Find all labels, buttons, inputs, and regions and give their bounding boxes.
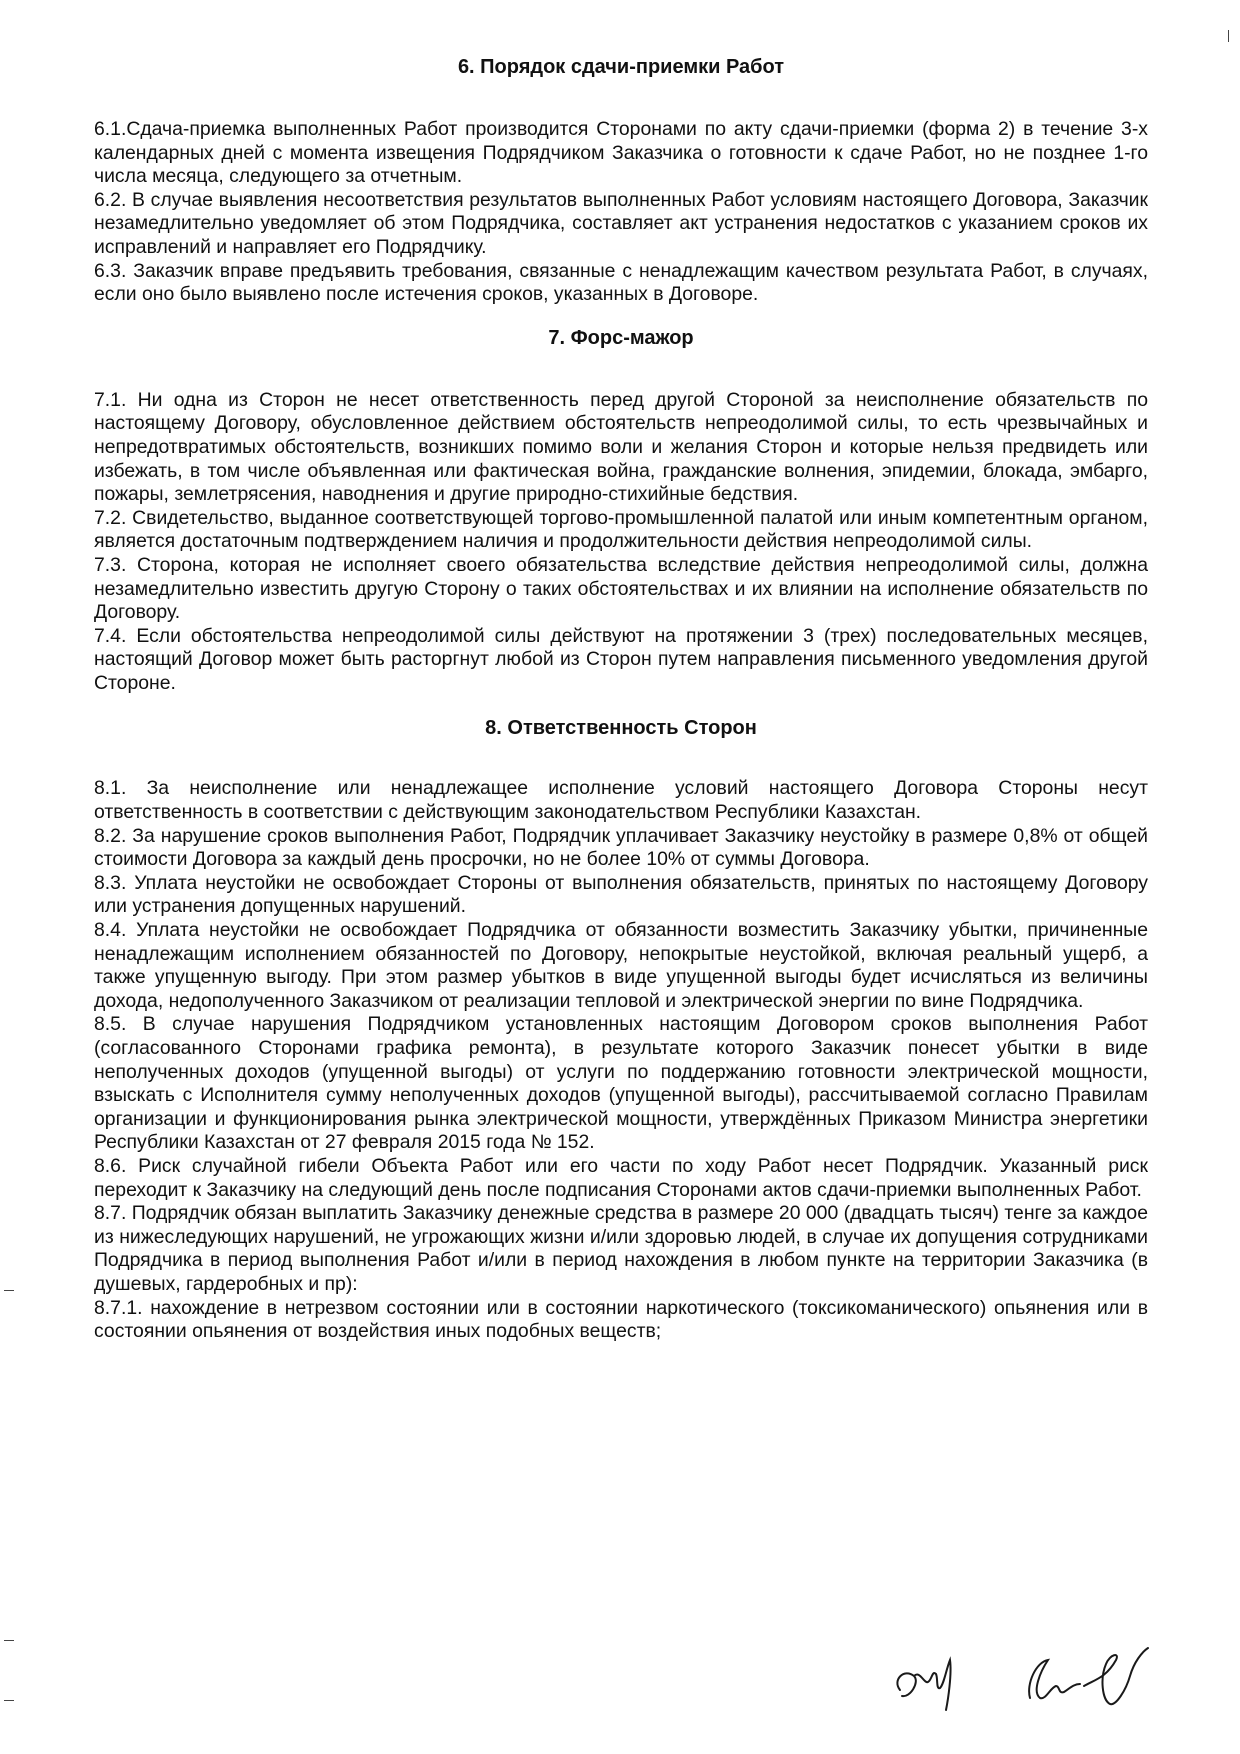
signatures	[880, 1640, 1180, 1720]
clause-8-1: 8.1. За неисполнение или ненадлежащее исполнение условий настоящего Договора Стороны несут ответственность в соответствии с действующим законодательством Республики Казахстан.	[94, 777, 1148, 824]
section-heading: 6. Порядок сдачи-приемки Работ	[457, 56, 785, 78]
section-7	[94, 325, 1148, 696]
signature-right	[1029, 1648, 1148, 1704]
clause-8-7-1: 8.7.1. нахождение в нетрезвом состоянии или в состоянии наркотического (токсикоманического) опьянения или в состоянии опьянения от воздействия иных подобных веществ;	[94, 1296, 1148, 1343]
signature-left	[897, 1660, 950, 1710]
scan-mark	[4, 1700, 14, 1701]
clause-6-1: 6.1.Сдача-приемка выполненных Работ производится Сторонами по акту сдачи-приемки (форма 2) в течение 3-х календарных дней с момента извещения Подрядчиком Заказчика о готовности к сдаче Работ, но не позднее 1-го числа месяца, следующего за отчетным.	[94, 118, 1148, 188]
scan-mark	[4, 1290, 14, 1291]
clause-7-3: 7.3. Сторона, которая не исполняет своего обязательства вследствие действия непреодолимой силы, должна незамедлительно известить другую Сторону о таких обстоятельствах и их влиянии на исполнение обязательств по Договору.	[94, 553, 1148, 624]
clause-7-1: 7.1. Ни одна из Сторон не несет ответственность перед другой Стороной за неисполнение обязательств по настоящему Договору, обусловленное действием обстоятельств непреодолимой силы, то есть чрезвычайных и непредотвратимых обстоятельств, возникших помимо воли и желания Сторон и которые нельзя предвидеть или избежать, в том числе объявленная или фактическая война, гражданские волнения, эпидемии, блокада, эмбарго, пожары, землетрясения, наводнения и другие природно-стихийные бедствия.	[94, 388, 1148, 506]
scan-mark	[4, 1640, 14, 1641]
clause-8-4: 8.4. Уплата неустойки не освобождает Подрядчика от обязанности возместить Заказчику убытки, причиненные ненадлежащим исполнением обязанностей по Договору, непокрытые неустойкой, включая реальный ущерб, а также упущенную выгоду. При этом размер убытков в виде упущенной выгоды будет исчисляться из величины дохода, недополученного Заказчиком от реализации тепловой и электрической энергии по вине Подрядчика.	[94, 919, 1148, 1012]
section-6	[94, 54, 1148, 307]
section-8	[94, 715, 1148, 1343]
scan-mark	[1228, 30, 1229, 42]
clause-8-2: 8.2. За нарушение сроков выполнения Работ, Подрядчик уплачивает Заказчику неустойку в размере 0,8% от общей стоимости Договора за каждый день просрочки, но не более 10% от суммы Договора.	[94, 824, 1148, 871]
clause-8-5: 8.5. В случае нарушения Подрядчиком установленных настоящим Договором сроков выполнения Работ (согласованного Сторонами графика ремонта), в результате которого Заказчик понесет убытки в виде неполученных доходов (упущенной выгоды) от услуги по поддержанию готовности электрической мощности, взыскать с Исполнителя сумму неполученных доходов (упущенной выгоды), рассчитываемой согласно Правилам организации и функционирования рынка электрической мощности, утверждённых Приказом Министра энергетики Республики Казахстан от 27 февраля 2015 года № 152.	[94, 1013, 1148, 1154]
clause-7-2: 7.2. Свидетельство, выданное соответствующей торгово-промышленной палатой или иным компетентным органом, является достаточным подтверждением наличия и продолжительности действия непреодолимой силы.	[94, 506, 1148, 553]
clause-6-2: 6.2. В случае выявления несоответствия результатов выполненных Работ условиям настоящего Договора, Заказчик незамедлительно уведомляет об этом Подрядчика, составляет акт устранения недостатков с указанием сроков их исправлений и направляет его Подрядчику.	[94, 188, 1148, 258]
clause-7-4: 7.4. Если обстоятельства непреодолимой силы действуют на протяжении 3 (трех) последовательных месяцев, настоящий Договор может быть расторгнут любой из Сторон путем направления письменного уведомления другой Стороне.	[94, 624, 1148, 694]
section-heading: 7. Форс-мажор	[548, 326, 694, 349]
section-heading: 8. Ответственность Сторон	[485, 717, 757, 740]
clause-8-7: 8.7. Подрядчик обязан выплатить Заказчику денежные средства в размере 20 000 (двадцать тысяч) тенге за каждое из нижеследующих нарушений, не угрожающих жизни и/или здоровью людей, в случае их допущения сотрудниками Подрядчика в период выполнения Работ и/или в период нахождения в любом пункте на территории Заказчика (в душевых, гардеробных и пр):	[94, 1202, 1148, 1295]
clause-8-6: 8.6. Риск случайной гибели Объекта Работ или его части по ходу Работ несет Подрядчик. Указанный риск переходит к Заказчику на следующий день после подписания Сторонами актов сдачи-приемки выполненных Работ.	[94, 1154, 1148, 1201]
clause-6-3: 6.3. Заказчик вправе предъявить требования, связанные с ненадлежащим качеством результата Работ, в случаях, если оно было выявлено после истечения сроков, указанных в Договоре.	[94, 259, 1148, 306]
document-body	[94, 54, 1148, 1344]
clause-8-3: 8.3. Уплата неустойки не освобождает Стороны от выполнения обязательств, принятых по настоящему Договору или устранения допущенных нарушений.	[94, 871, 1148, 918]
